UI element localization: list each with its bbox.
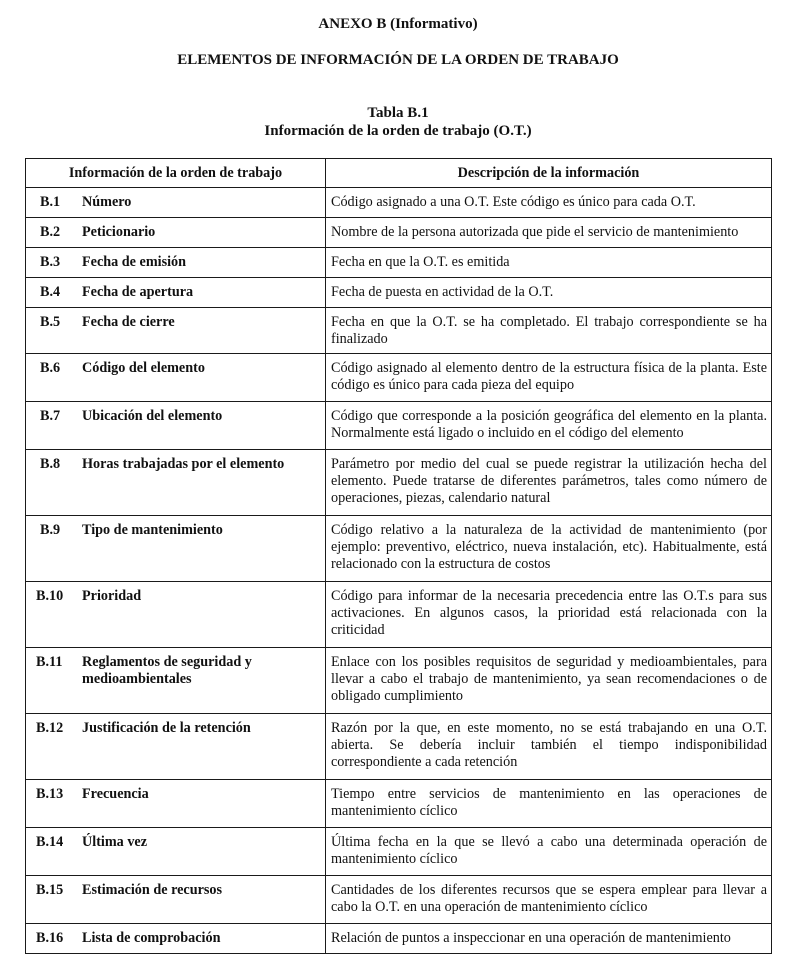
item-code: B.15 xyxy=(36,882,64,898)
item-code: B.8 xyxy=(40,456,61,472)
item-code: B.4 xyxy=(40,284,61,300)
table-row xyxy=(26,248,772,278)
item-code: B.3 xyxy=(40,254,61,270)
table-row xyxy=(26,450,772,516)
item-description: Fecha en que la O.T. se ha completado. El trabajo correspondiente se ha finalizado xyxy=(326,308,772,354)
table-row xyxy=(26,278,772,308)
info-cell xyxy=(26,876,326,924)
table-row xyxy=(26,516,772,582)
work-order-info-table xyxy=(25,158,772,954)
item-label: Fecha de emisión xyxy=(82,254,187,270)
table-row xyxy=(26,354,772,402)
table-number: Tabla B.1 xyxy=(367,105,429,121)
table-caption: Información de la orden de trabajo (O.T.) xyxy=(264,123,532,139)
header-description: Descripción de la información xyxy=(326,159,772,188)
info-cell xyxy=(26,354,326,402)
table-row xyxy=(26,402,772,450)
item-code: B.11 xyxy=(36,654,63,670)
item-description: Código asignado a una O.T. Este código es único para cada O.T. xyxy=(326,188,772,218)
item-description: Código para informar de la necesaria precedencia entre las O.T.s para sus activaciones. En algunos casos, la prioridad está relacionada con la criticidad xyxy=(326,582,772,648)
item-description: Código relativo a la naturaleza de la actividad de mantenimiento (por ejemplo: preventivo, eléctrico, nueva instalación, etc). Habitualmente, está relacionado con la estructura de costos xyxy=(326,516,772,582)
item-description: Código asignado al elemento dentro de la estructura física de la planta. Este código es único para cada pieza del equipo xyxy=(326,354,772,402)
item-code: B.16 xyxy=(36,930,64,946)
item-label: Última vez xyxy=(82,834,148,850)
info-cell xyxy=(26,188,326,218)
annex-title: ANEXO B (Informativo) xyxy=(318,16,478,32)
item-label: Fecha de cierre xyxy=(82,314,175,330)
item-code: B.1 xyxy=(40,194,61,210)
section-title: ELEMENTOS DE INFORMACIÓN DE LA ORDEN DE TRABAJO xyxy=(177,52,619,68)
info-cell xyxy=(26,402,326,450)
item-description: Enlace con los posibles requisitos de seguridad y medioambientales, para llevar a cabo el trabajo de mantenimiento, ya sean recomendaciones o de obligado cumplimiento xyxy=(326,648,772,714)
item-code: B.7 xyxy=(40,408,61,424)
item-description: Fecha de puesta en actividad de la O.T. xyxy=(326,278,772,308)
table-row xyxy=(26,828,772,876)
info-cell xyxy=(26,278,326,308)
item-code: B.5 xyxy=(40,314,61,330)
table-header-row xyxy=(26,159,772,188)
item-label: Justificación de la retención xyxy=(82,720,251,736)
item-description: Última fecha en la que se llevó a cabo una determinada operación de mantenimiento cíclico xyxy=(326,828,772,876)
item-label: Número xyxy=(82,194,132,210)
item-description: Fecha en que la O.T. es emitida xyxy=(326,248,772,278)
item-description: Tiempo entre servicios de mantenimiento en las operaciones de mantenimiento cíclico xyxy=(326,780,772,828)
item-description: Relación de puntos a inspeccionar en una operación de mantenimiento xyxy=(326,924,772,954)
item-code: B.2 xyxy=(40,224,61,240)
table-row xyxy=(26,876,772,924)
item-label: Prioridad xyxy=(82,588,142,604)
table-row xyxy=(26,308,772,354)
item-code: B.12 xyxy=(36,720,64,736)
info-cell xyxy=(26,582,326,648)
info-cell xyxy=(26,924,326,954)
item-description: Razón por la que, en este momento, no se está trabajando en una O.T. abierta. Se debería incluir también el tiempo indisponibilidad correspondiente a cada retención xyxy=(326,714,772,780)
info-cell xyxy=(26,218,326,248)
item-label: Lista de comprobación xyxy=(82,930,221,946)
table-row xyxy=(26,924,772,954)
item-description: Código que corresponde a la posición geográfica del elemento en la planta. Normalmente está ligado o incluido en el código del elemento xyxy=(326,402,772,450)
info-cell xyxy=(26,828,326,876)
item-label: Ubicación del elemento xyxy=(82,408,223,424)
info-cell xyxy=(26,714,326,780)
table-row xyxy=(26,648,772,714)
info-cell xyxy=(26,780,326,828)
item-label: Horas trabajadas por el elemento xyxy=(82,456,285,472)
item-label: Tipo de mantenimiento xyxy=(82,522,223,538)
item-description: Nombre de la persona autorizada que pide el servicio de mantenimiento xyxy=(326,218,772,248)
item-description: Cantidades de los diferentes recursos que se espera emplear para llevar a cabo la O.T. en una operación de mantenimiento cíclico xyxy=(326,876,772,924)
info-cell xyxy=(26,308,326,354)
item-code: B.6 xyxy=(40,360,61,376)
item-description: Parámetro por medio del cual se puede registrar la utilización hecha del elemento. Puede tratarse de diferentes parámetros, tales como número de operaciones, piezas, calendario natural xyxy=(326,450,772,516)
item-label: Peticionario xyxy=(82,224,156,240)
header-info: Información de la orden de trabajo xyxy=(26,159,326,188)
table-row xyxy=(26,188,772,218)
table-row xyxy=(26,714,772,780)
table-row xyxy=(26,218,772,248)
info-cell xyxy=(26,648,326,714)
item-code: B.9 xyxy=(40,522,61,538)
item-label: Estimación de recursos xyxy=(82,882,223,898)
item-label: Reglamentos de seguridad y medioambientales xyxy=(82,654,252,687)
item-code: B.13 xyxy=(36,786,64,802)
item-label: Código del elemento xyxy=(82,360,205,376)
table-row xyxy=(26,582,772,648)
item-code: B.14 xyxy=(36,834,64,850)
info-cell xyxy=(26,516,326,582)
item-label: Frecuencia xyxy=(82,786,149,802)
info-cell xyxy=(26,248,326,278)
item-label: Fecha de apertura xyxy=(82,284,194,300)
info-cell xyxy=(26,450,326,516)
item-code: B.10 xyxy=(36,588,64,604)
table-row xyxy=(26,780,772,828)
